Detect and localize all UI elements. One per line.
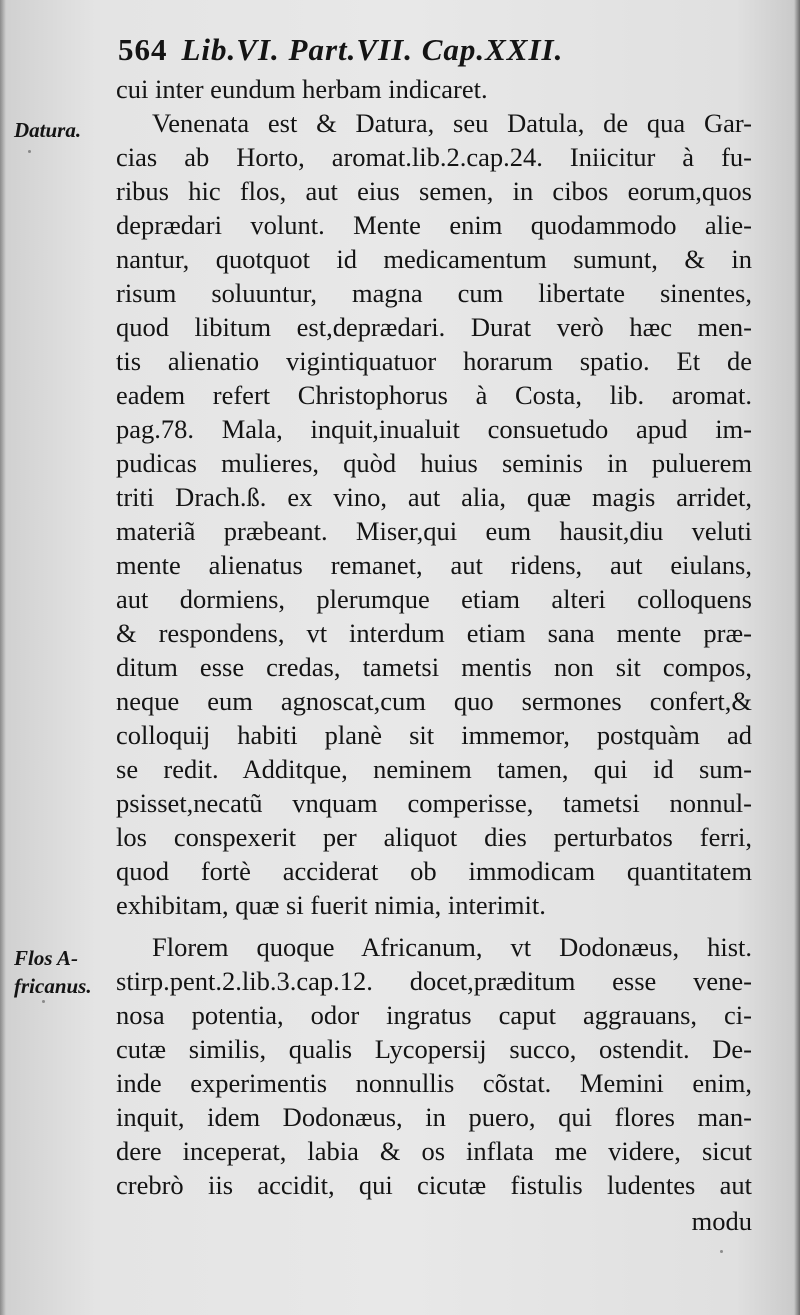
text-line: nosa potentia, odor ingratus caput aggrauans, ci- [116,1000,752,1030]
margin-note-flos-africanus-2: fricanus. [14,974,92,998]
running-title: Lib.VI. Part.VII. Cap.XXII. [181,32,564,67]
text-line: nantur, quotquot id medicamentum sumunt, & in [116,244,752,274]
text-line: cui inter eundum herbam indicaret. [116,74,488,104]
text-line: Venenata est & Datura, seu Datula, de qua Gar- [152,108,752,138]
text-line: los conspexerit per aliquot dies perturbatos ferri, [116,822,752,852]
catchword: modu [691,1206,752,1236]
text-line: neque eum agnoscat,cum quo sermones confert,& [116,686,752,716]
text-line: mente alienatus remanet, aut ridens, aut eiulans, [116,550,752,580]
text-line: triti Drach.ß. ex vino, aut alia, quæ magis arridet, [116,482,752,512]
margin-note-datura: Datura. [14,118,82,142]
text-line: quod fortè acciderat ob immodicam quantitatem [116,856,752,886]
text-line: materiã præbeant. Miser,qui eum hausit,diu veluti [116,516,752,546]
text-line: pag.78. Mala, inquit,inualuit consuetudo apud im- [116,414,752,444]
text-line: se redit. Additque, neminem tamen, qui id sum- [116,754,752,784]
text-line: eadem refert Christophorus à Costa, lib. aromat. [116,380,752,410]
text-line: dere inceperat, labia & os inflata me videre, sicut [116,1136,752,1166]
text-line: crebrò iis accidit, qui cicutæ fistulis ludentes aut [116,1170,752,1200]
text-line: deprædari volunt. Mente enim quodammodo alie- [116,210,752,240]
text-line: cutæ similis, qualis Lycopersij succo, ostendit. De- [116,1034,752,1064]
ink-speck [28,150,31,153]
page-number: 564 [118,32,168,67]
text-line: quod libitum est,deprædari. Durat verò hæc men- [116,312,752,342]
page-left-edge [0,0,6,1315]
text-line: colloquij habiti planè sit immemor, postquàm ad [116,720,752,750]
text-line: stirp.pent.2.lib.3.cap.12. docet,præditum esse vene- [116,966,752,996]
text-line: ditum esse credas, tametsi mentis non sit compos, [116,652,752,682]
text-line: risum soluuntur, magna cum libertate sinentes, [116,278,752,308]
text-line: pudicas mulieres, quòd huius seminis in puluerem [116,448,752,478]
page-right-edge [794,0,800,1315]
text-line: Florem quoque Africanum, vt Dodonæus, hist. [152,932,752,962]
ink-speck [42,1000,45,1003]
text-line: tis alienatio vigintiquatuor horarum spatio. Et de [116,346,752,376]
text-line: ribus hic flos, aut eius semen, in cibos eorum,quos [116,176,752,206]
text-line: exhibitam, quæ si fuerit nimia, interimit. [116,890,546,920]
text-line: aut dormiens, plerumque etiam alteri colloquens [116,584,752,614]
margin-note-flos-africanus-1: Flos A- [14,946,78,970]
text-line: inde experimentis nonnullis cõstat. Memini enim, [116,1068,752,1098]
text-line: cias ab Horto, aromat.lib.2.cap.24. Iniicitur à fu- [116,142,752,172]
text-line: psisset,necatũ vnquam comperisse, tametsi nonnul- [116,788,752,818]
ink-speck [720,1250,723,1253]
text-line: inquit, idem Dodonæus, in puero, qui flores man- [116,1102,752,1132]
running-header [118,30,658,70]
text-line: & respondens, vt interdum etiam sana mente præ- [116,618,752,648]
